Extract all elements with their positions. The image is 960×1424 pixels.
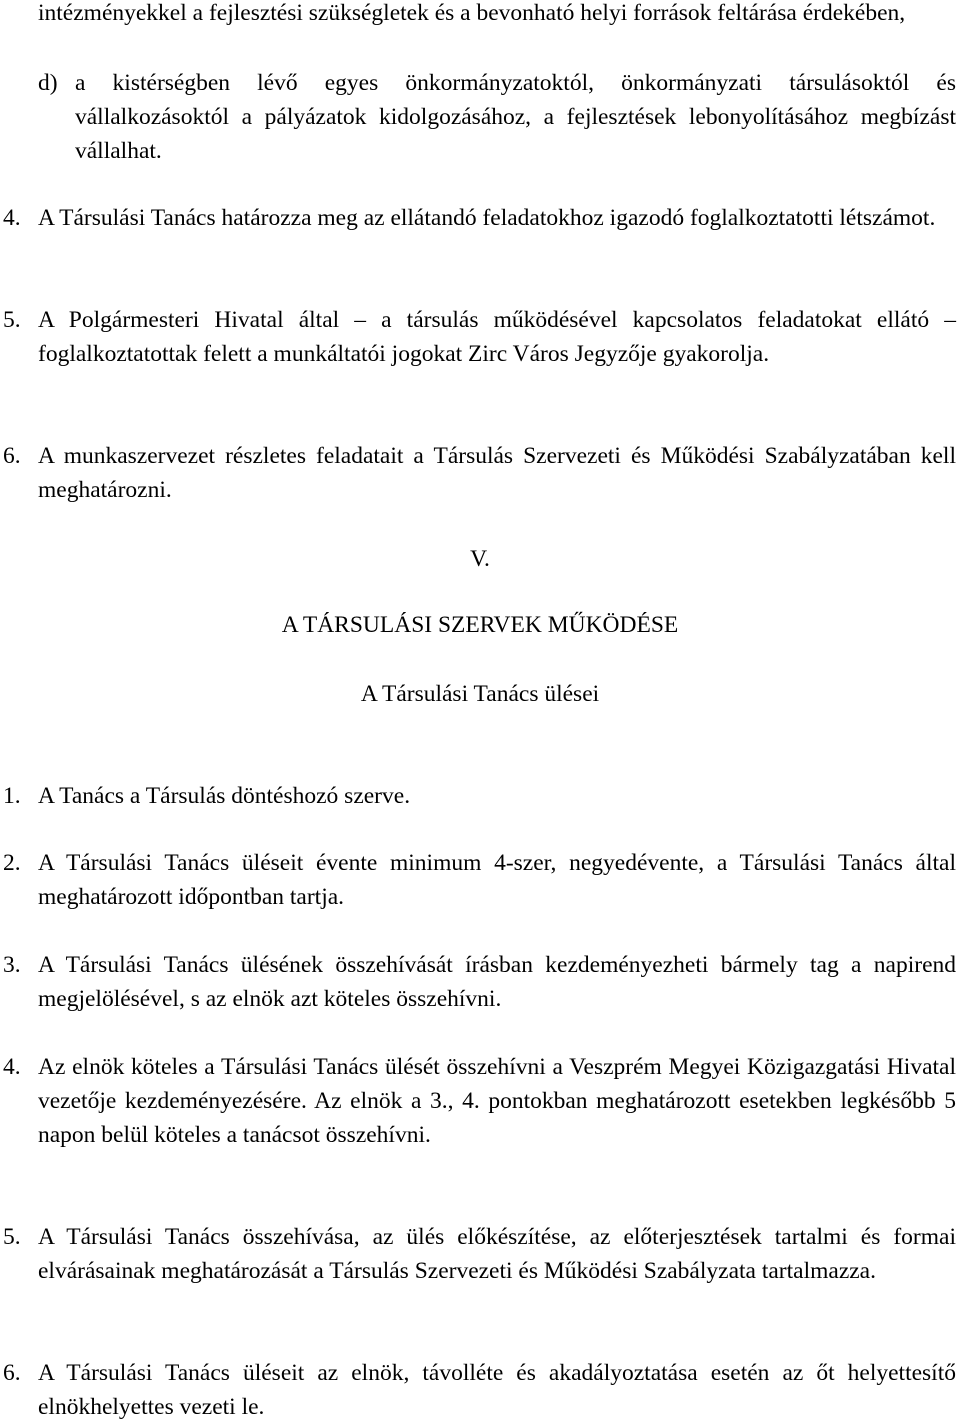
- item-c-text: intézményekkel a fejlesztési szükségletek és a bevonható helyi források feltárása érdekében,: [38, 0, 906, 26]
- item-text: A Társulási Tanács üléseit az elnök, távolléte és akadályoztatása esetén az őt helyettesítő elnökhelyettes vezeti le.: [38, 1360, 956, 1420]
- section-number: V.: [470, 546, 490, 572]
- item-number: 4.: [3, 1054, 21, 1080]
- item-text: A Társulási Tanács összehívása, az ülés előkészítése, az előterjesztések tartalmi és formai elvárásainak meghatározását a Társulás Szervezeti és Működési Szabályzata tartalmazza.: [38, 1224, 956, 1284]
- item-d-text: a kistérségben lévő egyes önkormányzatoktól, önkormányzati társulásoktól és vállalkozásoktól a pályázatok kidolgozásához, a fejlesztések lebonyolításához megbízást vállalhat.: [75, 70, 956, 164]
- list-item: [3, 846, 956, 914]
- list-item: [3, 1220, 956, 1288]
- list-item: [3, 303, 956, 371]
- item-text: A Társulási Tanács határozza meg az ellátandó feladatokhoz igazodó foglalkoztatotti létszámot.: [38, 205, 936, 231]
- item-text: A Polgármesteri Hivatal által – a társulás működésével kapcsolatos feladatokat ellátó – foglalkoztatottak felett a munkáltatói jogokat Zirc Város Jegyzője gyakorolja.: [38, 307, 956, 367]
- list-item: [3, 439, 956, 507]
- section-title: A TÁRSULÁSI SZERVEK MŰKÖDÉSE: [281, 612, 679, 638]
- item-number: 5.: [3, 1224, 21, 1250]
- list-item: [3, 1050, 956, 1152]
- item-c-continuation: [38, 0, 956, 30]
- item-number: 6.: [3, 443, 21, 469]
- item-number: 4.: [3, 205, 21, 231]
- item-number: 2.: [3, 850, 21, 876]
- item-number: 3.: [3, 952, 21, 978]
- list-item: [3, 948, 956, 1016]
- list-item: [3, 201, 956, 235]
- section-subtitle: A Társulási Tanács ülései: [360, 681, 600, 707]
- item-number: 5.: [3, 307, 21, 333]
- item-text: A Tanács a Társulás döntéshozó szerve.: [38, 783, 411, 809]
- list-item: [3, 1356, 956, 1424]
- item-number: 1.: [3, 783, 21, 809]
- item-text: A Társulási Tanács ülésének összehívását írásban kezdeményezheti bármely tag a napirend megjelölésével, s az elnök azt köteles összehívni.: [38, 952, 956, 1012]
- item-d: [38, 66, 956, 168]
- item-number: 6.: [3, 1360, 21, 1386]
- list-item: [3, 779, 956, 813]
- item-d-label: d): [38, 70, 58, 96]
- item-text: A munkaszervezet részletes feladatait a Társulás Szervezeti és Működési Szabályzatában kell meghatározni.: [38, 443, 956, 503]
- item-text: Az elnök köteles a Társulási Tanács ülését összehívni a Veszprém Megyei Közigazgatási Hivatal vezetője kezdeményezésére. Az elnök a 3., 4. pontokban meghatározott esetekben legkésőbb 5 napon belül köteles a tanácsot összehívni.: [38, 1054, 956, 1148]
- item-text: A Társulási Tanács üléseit évente minimum 4-szer, negyedévente, a Társulási Tanács által meghatározott időpontban tartja.: [38, 850, 956, 910]
